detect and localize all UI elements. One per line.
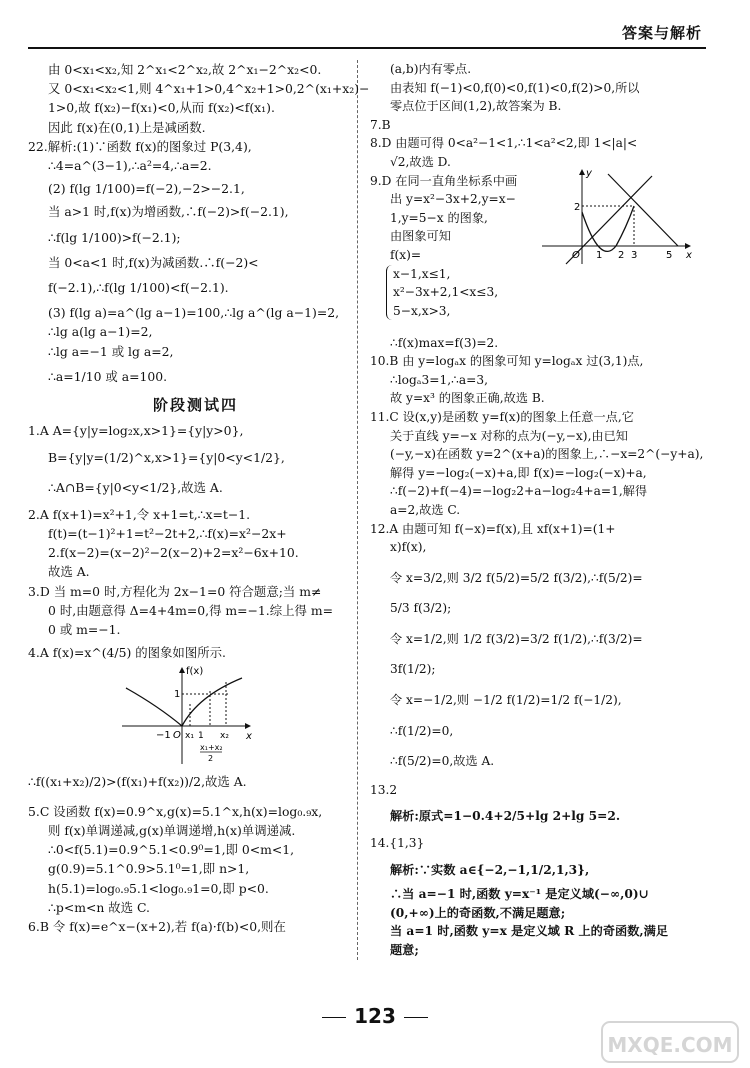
text-line: ∴f(−2)+f(−4)=−log₂2+a−log₂4+a=1,解得 bbox=[390, 484, 648, 499]
text-line: 11.C 设(x,y)是函数 y=f(x)的图象上任意一点,它 bbox=[370, 409, 634, 424]
figure-q9-graph bbox=[538, 166, 698, 266]
answer-line: 2.f(x−2)=(x−2)²−2(x−2)+2=x²−6x+10. bbox=[48, 545, 299, 561]
text-line: (3) f(lg a)=a^(lg a−1)=100,∴lg a^(lg a−1)=2, bbox=[48, 305, 340, 321]
text-line: 令 x=3/2,则 3/2 f(5/2)=5/2 f(3/2),∴f(5/2)= bbox=[390, 570, 643, 585]
text-line: (−y,−x)在函数 y=2^(x+a)的图象上,∴−x=2^(−y+a), bbox=[390, 447, 704, 462]
text-line: x)f(x), bbox=[390, 540, 427, 555]
fig9-xlabel: x bbox=[686, 249, 692, 261]
text-line: 3f(1/2); bbox=[390, 662, 436, 677]
text-line: ∴a=1/10 或 a=100. bbox=[48, 368, 168, 384]
text-line: 关于直线 y=−x 对称的点为(−y,−x),由已知 bbox=[390, 428, 628, 443]
answer-line: 0 或 m=−1. bbox=[48, 622, 121, 638]
fig9-t5: 5 bbox=[666, 249, 673, 261]
text-line: 当 0<a<1 时,f(x)为减函数.∴f(−2)< bbox=[48, 254, 259, 270]
answer-line: 5.C 设函数 f(x)=0.9^x,g(x)=5.1^x,h(x)=log₀.₉x, bbox=[28, 803, 323, 819]
answer-line: 0 时,由题意得 Δ=4+4m=0,得 m=−1.综上得 m= bbox=[48, 602, 333, 618]
text-line: 由图象可知 bbox=[390, 229, 451, 244]
fig9-t2: 2 bbox=[618, 249, 625, 261]
text-line: ∴logₐ3=1,∴a=3, bbox=[390, 372, 488, 387]
text-line: f(−2.1),∴f(lg 1/100)<f(−2.1). bbox=[48, 280, 229, 296]
text-line: ∴f(5/2)=0,故选 A. bbox=[390, 754, 495, 769]
text-line: 当 a>1 时,f(x)为增函数,∴f(−2)>f(−2.1), bbox=[48, 204, 289, 220]
section-title: 阶段测试四 bbox=[152, 396, 238, 415]
text-line: 12.A 由题可知 f(−x)=f(x),且 xf(x+1)=(1+ bbox=[370, 521, 616, 536]
text-line: ∴lg a(lg a−1)=2, bbox=[48, 324, 153, 340]
text-line: 因此 f(x)在(0,1)上是减函数. bbox=[48, 119, 206, 135]
text-line: 由 0<x₁<x₂,知 2^x₁<2^x₂,故 2^x₁−2^x₂<0. bbox=[48, 62, 322, 77]
text-line: 22.解析:(1)∵函数 f(x)的图象过 P(3,4), bbox=[28, 138, 252, 154]
parabola bbox=[582, 206, 634, 251]
text-line: ∴f(x)max=f(3)=2. bbox=[390, 335, 499, 350]
answer-line: 3.D 当 m=0 时,方程化为 2x−1=0 符合题意;当 m≠ bbox=[28, 583, 322, 599]
answer-line: ∴f((x₁+x₂)/2)>(f(x₁)+f(x₂))/2,故选 A. bbox=[28, 774, 247, 790]
answer-line: 1.A A={y|y=log₂x,x>1}={y|y>0}, bbox=[28, 423, 244, 439]
fig9-ty2: 2 bbox=[574, 201, 581, 213]
header-rule bbox=[28, 47, 706, 49]
text-line: 9.D 在同一直角坐标系中画 bbox=[370, 173, 518, 188]
text-line: 10.B 由 y=logₐx 的图象可知 y=logₐx 过(3,1)点, bbox=[370, 354, 644, 369]
fig4-origin: O bbox=[173, 730, 181, 742]
text-line: 当 a=1 时,函数 y=x 是定义域 R 上的奇函数,满足 bbox=[390, 924, 669, 939]
text-line: √2,故选 D. bbox=[390, 154, 451, 169]
text-line: 令 x=1/2,则 1/2 f(3/2)=3/2 f(1/2),∴f(3/2)= bbox=[390, 631, 643, 646]
text-line: ∴4=a^(3−1),∴a²=4,∴a=2. bbox=[48, 158, 212, 174]
right-column bbox=[370, 60, 708, 960]
q9-text bbox=[370, 172, 550, 321]
fig4-ylabel: f(x) bbox=[186, 666, 204, 678]
page-number-text: 123 bbox=[354, 1004, 396, 1028]
text-line: 7.B bbox=[370, 117, 391, 132]
answer-line: 6.B 令 f(x)=e^x−(x+2),若 f(a)·f(b)<0,则在 bbox=[28, 918, 286, 934]
text-line: (2) f(lg 1/100)=f(−2),−2>−2.1, bbox=[48, 181, 245, 197]
answer-line: ∴p<m<n 故选 C. bbox=[48, 899, 150, 915]
text-line: x−1,x≤1, bbox=[393, 266, 451, 281]
text-line: 解得 y=−log₂(−x)+a,即 f(x)=−log₂(−x)+a, bbox=[390, 465, 647, 480]
fig4-x1: x₁ bbox=[185, 731, 194, 742]
text-line: 出 y=x²−3x+2,y=x− bbox=[390, 192, 516, 207]
text-line: 题意; bbox=[390, 943, 419, 957]
answer-line: B={y|y=(1/2)^x,x>1}={y|0<y<1/2}, bbox=[48, 450, 285, 466]
text-line: 8.D 由题可得 0<a²−1<1,∴1<a²<2,即 1<|a|< bbox=[370, 136, 638, 151]
watermark-logo bbox=[600, 1020, 740, 1064]
answer-line: ∴A∩B={y|0<y<1/2},故选 A. bbox=[48, 479, 223, 495]
text-line: ∴当 a=−1 时,函数 y=x⁻¹ 是定义域(−∞,0)∪ bbox=[390, 887, 649, 902]
fig4-tick1: 1 bbox=[174, 689, 181, 701]
answer-line: g(0.9)=5.1^0.9>5.1⁰=1,即 n>1, bbox=[48, 861, 250, 877]
x45-graph-svg bbox=[118, 664, 258, 766]
fig9-t3: 3 bbox=[631, 249, 638, 261]
text-line: f(x)= bbox=[390, 247, 422, 262]
answer-line: ∴0<f(5.1)=0.9^5.1<0.9⁰=1,即 0<m<1, bbox=[48, 842, 295, 858]
fig4-mid-num: x₁+x₂ bbox=[200, 743, 223, 753]
curve bbox=[126, 678, 242, 726]
text-line: x²−3x+2,1<x≤3, bbox=[393, 285, 499, 300]
answer-line: h(5.1)=log₀.₉5.1<log₀.₉1=0,即 p<0. bbox=[48, 880, 269, 896]
text-line: 解析:∵实数 a∈{−2,−1,1/2,1,3}, bbox=[390, 862, 590, 877]
figure-x45-graph bbox=[118, 664, 363, 766]
left-column bbox=[28, 60, 370, 936]
fig9-t1: 1 bbox=[596, 249, 603, 261]
text-line: ∴lg a=−1 或 lg a=2, bbox=[48, 343, 174, 359]
header-title: 答案与解析 bbox=[621, 24, 702, 42]
fig9-ylabel: y bbox=[586, 167, 592, 179]
page-dash-left bbox=[322, 1017, 346, 1018]
text-line: 零点位于区间(1,2),故答案为 B. bbox=[390, 99, 562, 114]
fig4-tickneg1: −1 bbox=[156, 730, 171, 742]
text-line: 1>0,故 f(x₂)−f(x₁)<0,从而 f(x₂)<f(x₁). bbox=[48, 100, 275, 116]
page-dash-right bbox=[404, 1017, 428, 1018]
watermark-text: MXQE.COM bbox=[607, 1033, 733, 1057]
text-line: 故 y=x³ 的图象正确,故选 B. bbox=[390, 391, 545, 406]
text-line: 5−x,x>3, bbox=[393, 303, 451, 318]
text-line: 由表知 f(−1)<0,f(0)<0,f(1)<0,f(2)>0,所以 bbox=[390, 80, 640, 95]
text-line: 1,y=5−x 的图象, bbox=[390, 210, 488, 225]
text-line: 解析:原式=1−0.4+2/5+lg 2+lg 5=2. bbox=[390, 809, 621, 824]
text-line: 13.2 bbox=[370, 782, 398, 797]
fig4-x2: x₂ bbox=[220, 731, 229, 742]
text-line: ∴f(lg 1/100)>f(−2.1); bbox=[48, 229, 181, 245]
fig4-mid-den: 2 bbox=[208, 754, 214, 764]
answer-line: f(t)=(t−1)²+1=t²−2t+2,∴f(x)=x²−2x+ bbox=[48, 526, 287, 542]
answer-line: 故选 A. bbox=[48, 564, 90, 580]
text-line: ∴f(1/2)=0, bbox=[390, 723, 454, 738]
answer-line: 则 f(x)单调递减,g(x)单调递增,h(x)单调递减. bbox=[48, 822, 296, 838]
text-line: 令 x=−1/2,则 −1/2 f(1/2)=1/2 f(−1/2), bbox=[390, 693, 622, 708]
page-header bbox=[0, 0, 750, 52]
piecewise-brace bbox=[386, 265, 550, 321]
text-line: (0,+∞)上的奇函数,不满足题意; bbox=[390, 905, 566, 920]
text-line: (a,b)内有零点. bbox=[390, 62, 472, 76]
q9-block bbox=[370, 167, 708, 340]
text-line: a=2,故选 C. bbox=[390, 502, 461, 517]
answer-line: 4.A f(x)=x^(4/5) 的图象如图所示. bbox=[28, 645, 226, 661]
text-line: 14.{1,3} bbox=[370, 836, 425, 851]
fig4-xlabel: x bbox=[246, 731, 252, 743]
fig9-origin: O bbox=[572, 249, 580, 261]
answer-line: 2.A f(x+1)=x²+1,令 x+1=t,∴x=t−1. bbox=[28, 506, 251, 522]
fig4-tick1b: 1 bbox=[198, 731, 204, 742]
text-line: 5/3 f(3/2); bbox=[390, 601, 452, 616]
text-line: 又 0<x₁<x₂<1,则 4^x₁+1>0,4^x₂+1>0,2^(x₁+x₂)− bbox=[48, 81, 370, 97]
